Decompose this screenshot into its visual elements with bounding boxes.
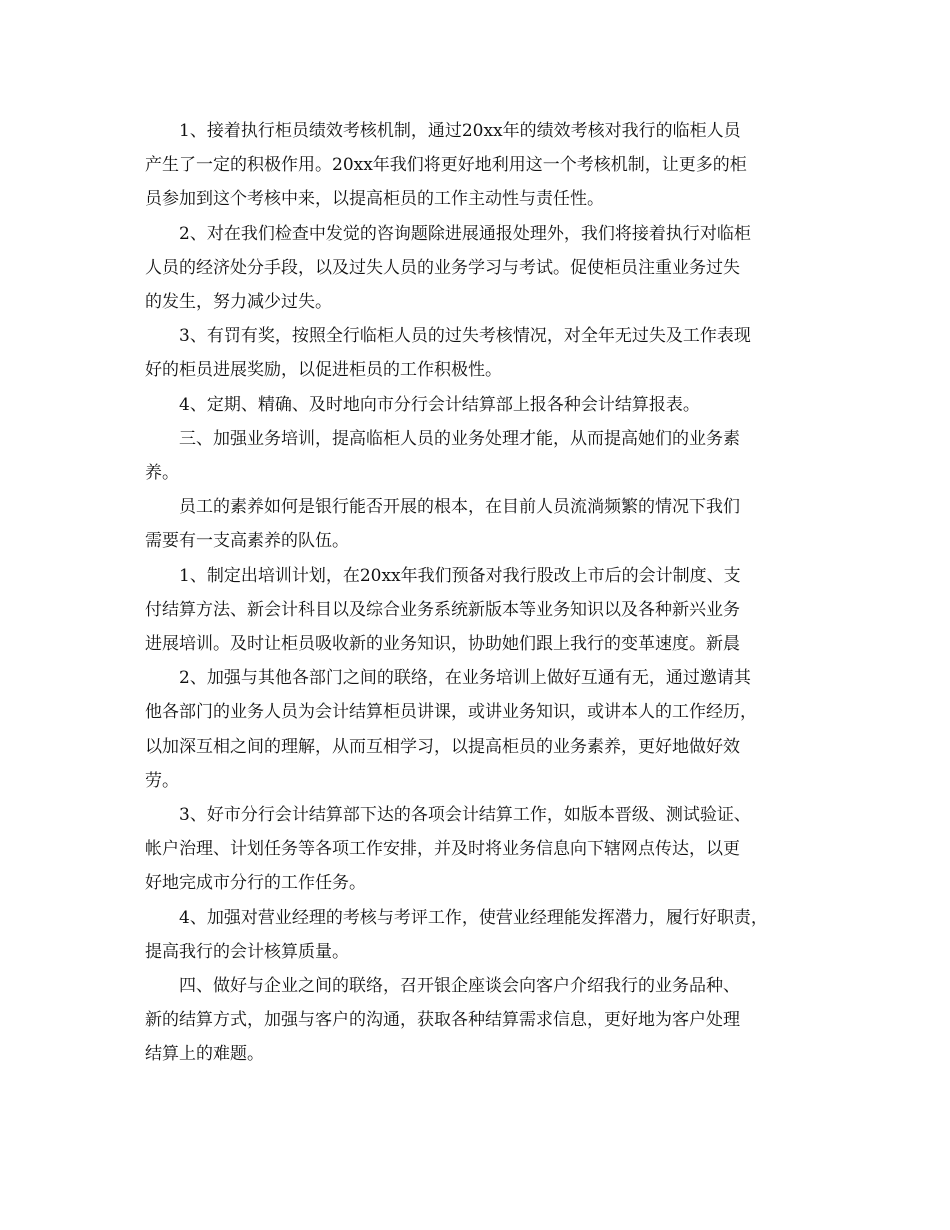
paragraph-line: 以加深互相之间的理解，从而互相学习，以提高柜员的业务素养，更好地做好效 (145, 736, 740, 757)
paragraph-8 (145, 661, 825, 798)
paragraph-5 (145, 422, 825, 490)
paragraph-1 (145, 114, 825, 217)
paragraph-line: 4、加强对营业经理的考核与考评工作，使营业经理能发挥潜力，履行好职责， (179, 907, 768, 928)
paragraph-line: 3、有罚有奖，按照全行临柜人员的过失考核情况，对全年无过失及工作表现 (179, 326, 751, 347)
paragraph-line: 养。 (145, 463, 179, 484)
paragraph-line: 他各部门的业务人员为会计结算柜员讲课，或讲业务知识，或讲本人的工作经历， (145, 702, 757, 723)
paragraph-7 (145, 559, 825, 662)
paragraph-9 (145, 798, 825, 901)
paragraph-line: 好的柜员进展奖励，以促进柜员的工作积极性。 (145, 360, 502, 381)
paragraph-line: 1、制定出培训计划，在20xx年我们预备对我行股改上市后的会计制度、支 (179, 565, 741, 586)
paragraph-line: 好地完成市分行的工作任务。 (145, 873, 366, 894)
paragraph-2 (145, 217, 825, 320)
paragraph-line: 三、加强业务培训，提高临柜人员的业务处理才能，从而提高她们的业务素 (179, 428, 740, 449)
paragraph-line: 2、加强与其他各部门之间的联络，在业务培训上做好互通有无，通过邀请其 (179, 668, 751, 689)
document-body (145, 114, 825, 1072)
paragraph-line: 产生了一定的积极作用。20xx年我们将更好地利用这一个考核机制，让更多的柜 (145, 155, 747, 176)
paragraph-line: 结算上的难题。 (145, 1044, 264, 1065)
paragraph-line: 进展培训。及时让柜员吸收新的业务知识，协助她们跟上我行的变革速度。新晨 (145, 634, 740, 655)
paragraph-line: 提高我行的会计核算质量。 (145, 941, 349, 962)
paragraph-line: 新的结算方式，加强与客户的沟通，获取各种结算需求信息，更好地为客户处理 (145, 1010, 740, 1031)
paragraph-6 (145, 490, 825, 558)
paragraph-line: 1、接着执行柜员绩效考核机制，通过20xx年的绩效考核对我行的临柜人员 (179, 121, 741, 141)
paragraph-line: 付结算方法、新会计科目以及综合业务系统新版本等业务知识以及各种新兴业务 (145, 599, 740, 620)
paragraph-line: 需要有一支高素养的队伍。 (145, 531, 349, 552)
paragraph-line: 3、好市分行会计结算部下达的各项会计结算工作，如版本晋级、测试验证、 (179, 805, 751, 826)
paragraph-11 (145, 969, 825, 1072)
paragraph-line: 帐户治理、计划任务等各项工作安排，并及时将业务信息向下辖网点传达，以更 (145, 839, 740, 860)
paragraph-line: 四、做好与企业之间的联络，召开银企座谈会向客户介绍我行的业务品种、 (179, 976, 740, 997)
paragraph-10 (145, 901, 825, 969)
paragraph-line: 员参加到这个考核中来，以提高柜员的工作主动性与责任性。 (145, 189, 604, 210)
paragraph-4 (145, 388, 825, 422)
paragraph-3 (145, 319, 825, 387)
paragraph-line: 2、对在我们检查中发觉的咨询题除进展通报处理外，我们将接着执行对临柜 (179, 223, 751, 244)
paragraph-line: 员工的素养如何是银行能否开展的根本，在目前人员流淌频繁的情况下我们 (179, 497, 740, 518)
paragraph-line: 的发生，努力减少过失。 (145, 292, 332, 313)
paragraph-line: 4、定期、精确、及时地向市分行会计结算部上报各种会计结算报表。 (179, 394, 700, 415)
paragraph-line: 劳。 (145, 770, 179, 791)
paragraph-line: 人员的经济处分手段，以及过失人员的业务学习与考试。促使柜员注重业务过失 (145, 257, 740, 278)
